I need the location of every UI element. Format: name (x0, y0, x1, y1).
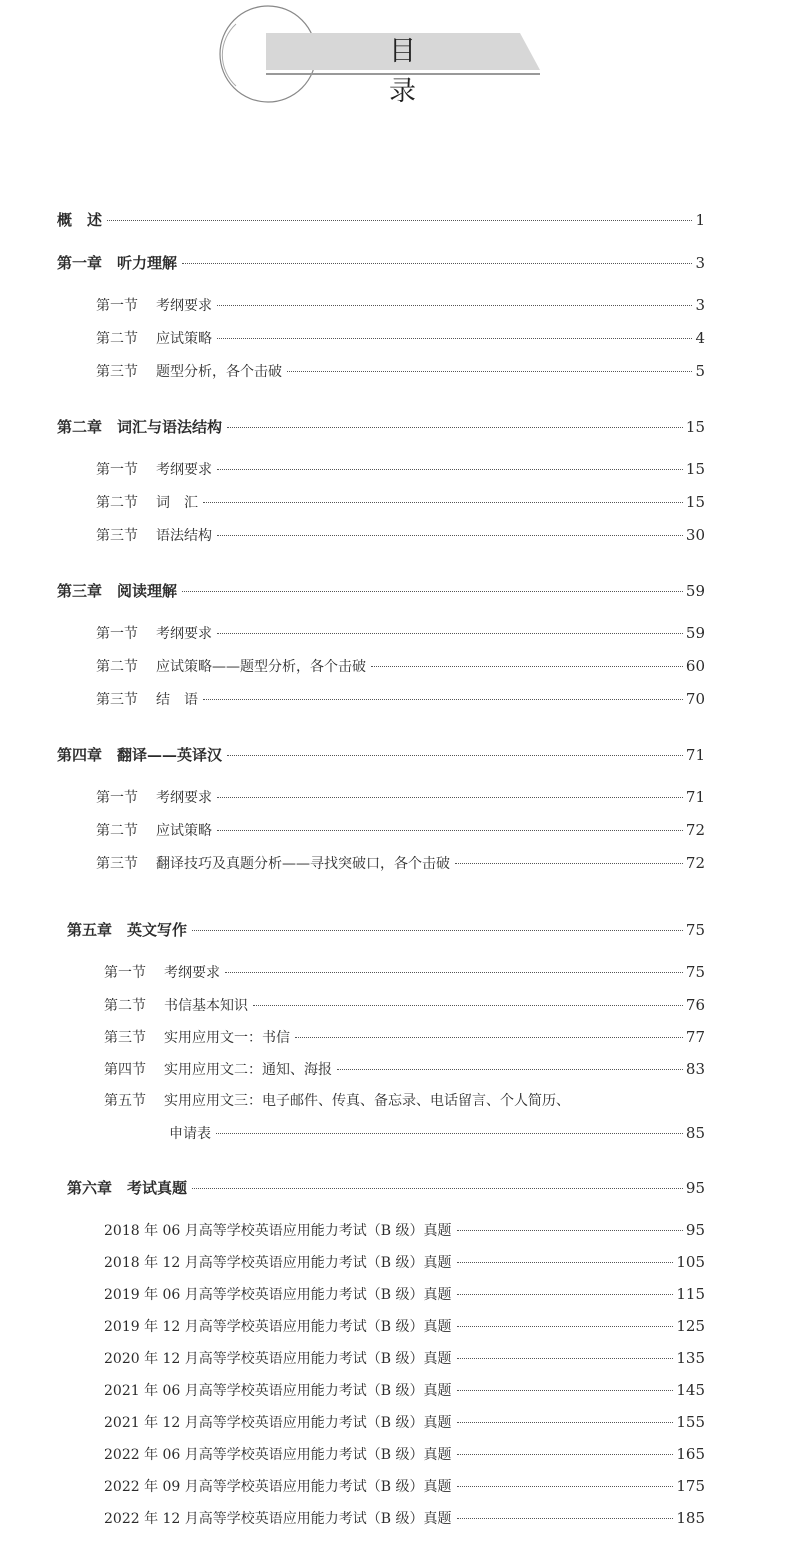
toc-exam-entry[interactable]: 2021 年 12 月高等学校英语应用能力考试（B 级）真题 155 (104, 1413, 705, 1431)
toc-chapter-6[interactable]: 第六章 考试真题 95 (67, 1179, 705, 1197)
toc-section[interactable]: 第一节 考纲要求 75 (104, 963, 705, 981)
toc-section[interactable]: 第三节 翻译技巧及真题分析——寻找突破口，各个击破 72 (96, 854, 705, 872)
toc-section[interactable]: 第三节 结 语 70 (96, 690, 705, 708)
toc-chapter-2[interactable]: 第二章 词汇与语法结构 15 (57, 418, 705, 436)
toc-section[interactable]: 第一节 考纲要求 59 (96, 624, 705, 642)
toc-exam-entry[interactable]: 2021 年 06 月高等学校英语应用能力考试（B 级）真题 145 (104, 1381, 705, 1399)
toc-section[interactable]: 第四节 实用应用文二：通知、海报 83 (104, 1060, 705, 1078)
toc-chapter-1[interactable]: 第一章 听力理解 3 (57, 254, 705, 272)
toc-section-multiline[interactable]: 第五节 实用应用文三：电子邮件、传真、备忘录、电话留言、个人简历、 (104, 1093, 570, 1109)
toc-section[interactable]: 第二节 词 汇 15 (96, 493, 705, 511)
toc-section[interactable]: 第三节 语法结构 30 (96, 526, 705, 544)
toc-chapter-4[interactable]: 第四章 翻译——英译汉 71 (57, 746, 705, 764)
toc-chapter-3[interactable]: 第三章 阅读理解 59 (57, 582, 705, 600)
toc-exam-entry[interactable]: 2019 年 12 月高等学校英语应用能力考试（B 级）真题 125 (104, 1317, 705, 1335)
toc-section[interactable]: 第一节 考纲要求 3 (96, 296, 705, 314)
toc-section[interactable]: 第二节 应试策略 4 (96, 329, 705, 347)
toc-section-continuation[interactable]: 申请表 85 (169, 1124, 705, 1142)
toc-exam-entry[interactable]: 2018 年 06 月高等学校英语应用能力考试（B 级）真题 95 (104, 1221, 705, 1239)
toc-section[interactable]: 第二节 应试策略 72 (96, 821, 705, 839)
toc-section[interactable]: 第二节 应试策略——题型分析，各个击破 60 (96, 657, 705, 675)
toc-exam-entry[interactable]: 2019 年 06 月高等学校英语应用能力考试（B 级）真题 115 (104, 1285, 705, 1303)
toc-chapter-5[interactable]: 第五章 英文写作 75 (67, 921, 705, 939)
toc-section[interactable]: 第一节 考纲要求 71 (96, 788, 705, 806)
toc-section[interactable]: 第二节 书信基本知识 76 (104, 996, 705, 1014)
toc-exam-entry[interactable]: 2022 年 06 月高等学校英语应用能力考试（B 级）真题 165 (104, 1445, 705, 1463)
toc-section[interactable]: 第三节 实用应用文一：书信 77 (104, 1028, 705, 1046)
toc-exam-entry[interactable]: 2022 年 09 月高等学校英语应用能力考试（B 级）真题 175 (104, 1477, 705, 1495)
toc-section[interactable]: 第一节 考纲要求 15 (96, 460, 705, 478)
toc-exam-entry[interactable]: 2018 年 12 月高等学校英语应用能力考试（B 级）真题 105 (104, 1253, 705, 1271)
toc-exam-entry[interactable]: 2022 年 12 月高等学校英语应用能力考试（B 级）真题 185 (104, 1509, 705, 1527)
toc-overview[interactable]: 概 述 1 (57, 211, 705, 229)
toc-exam-entry[interactable]: 2020 年 12 月高等学校英语应用能力考试（B 级）真题 135 (104, 1349, 705, 1367)
toc-section[interactable]: 第三节 题型分析，各个击破 5 (96, 362, 705, 380)
page-title: 目 录 (389, 36, 567, 107)
